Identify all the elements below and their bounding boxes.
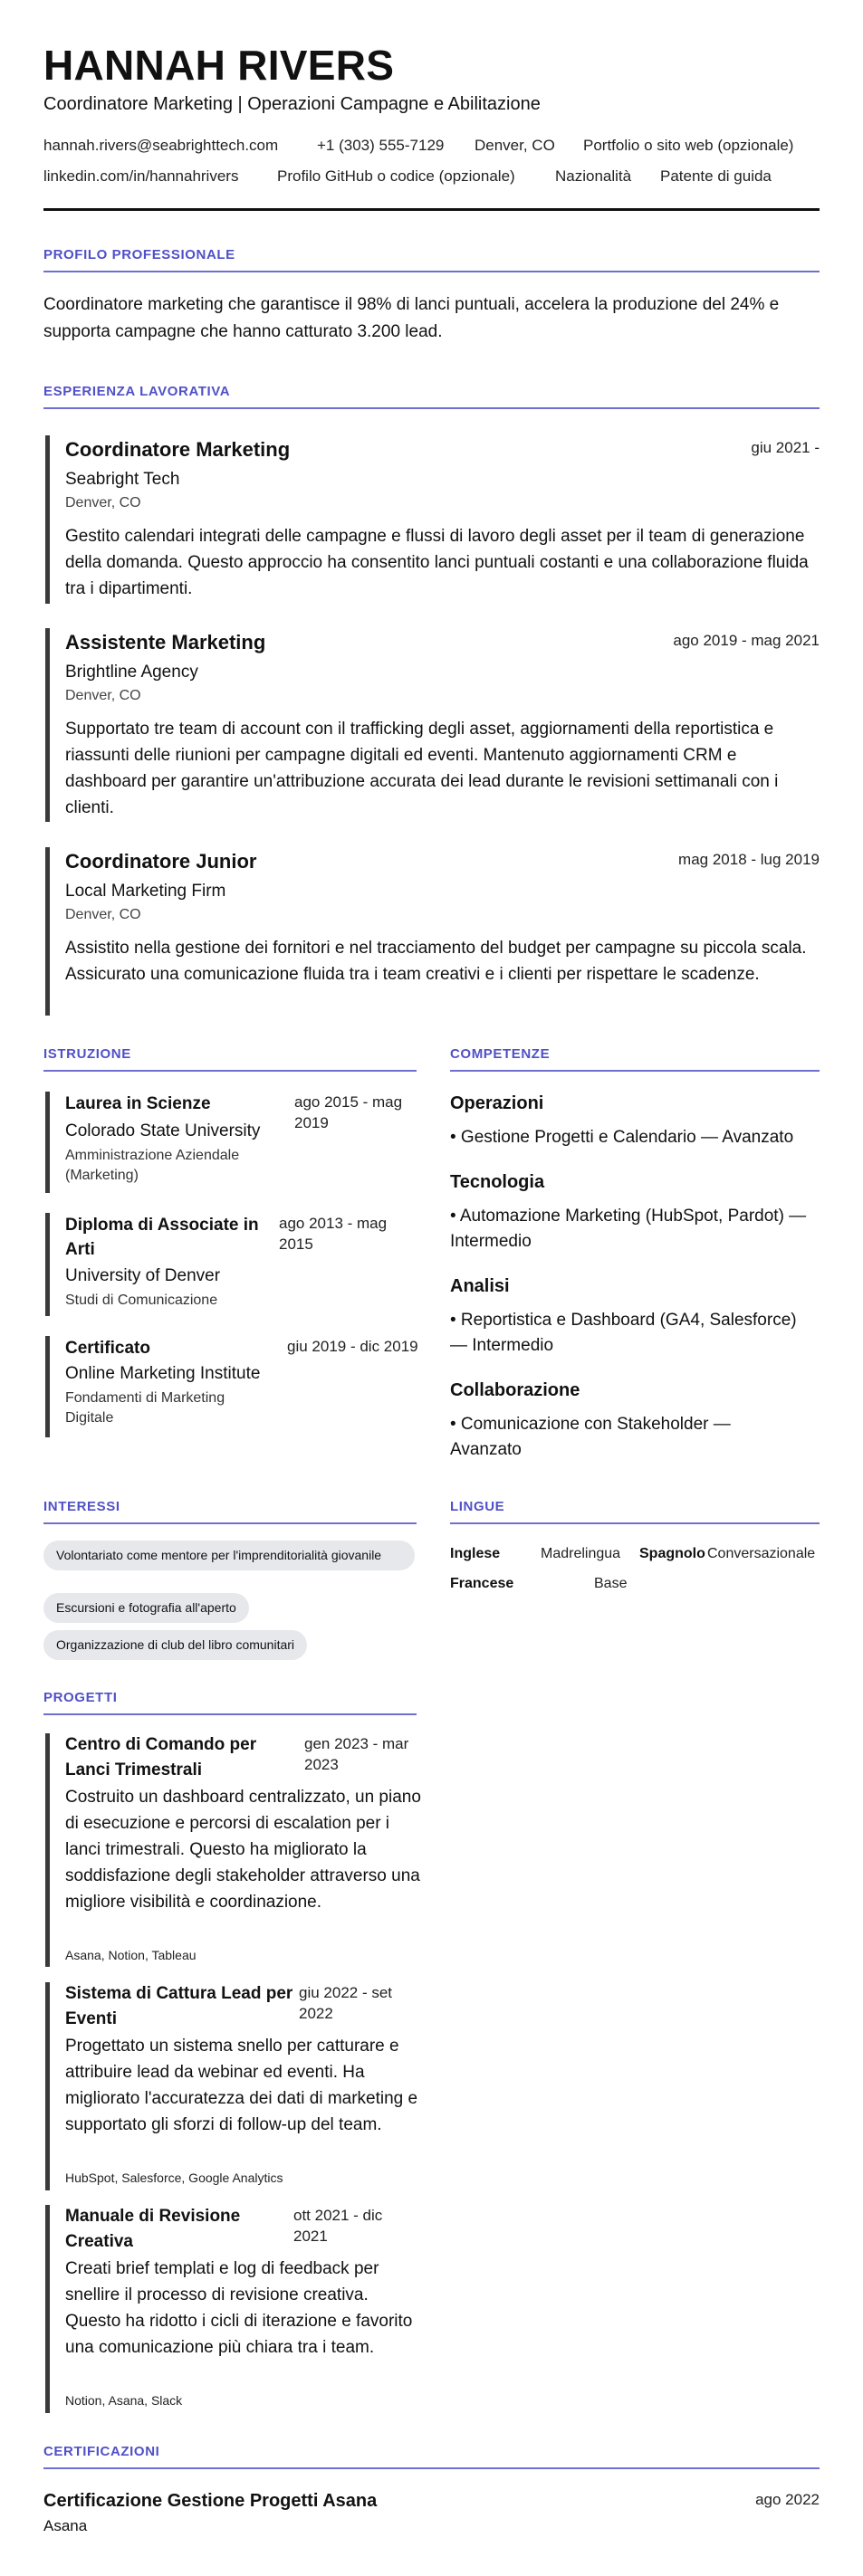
education-field: Fondamenti di Marketing Digitale	[65, 1390, 225, 1426]
entry-accent-bar	[45, 435, 50, 604]
project-title: Centro di Comando per Lanci Trimestrali	[65, 1735, 257, 1779]
contact-github[interactable]: Profilo GitHub o codice (opzionale)	[277, 167, 515, 185]
language-level: Madrelingua	[541, 1546, 621, 1561]
skill-item: • Comunicazione con Stakeholder — Avanzato	[450, 1415, 731, 1459]
language-level: Conversazionale	[707, 1546, 816, 1561]
education-date: ago 2015 - mag 2019	[294, 1093, 403, 1131]
job-title: Assistente Marketing	[65, 631, 266, 654]
candidate-headline: Coordinatore Marketing | Operazioni Campagne e Abilitazione	[43, 94, 541, 114]
job-description: Gestito calendari integrati delle campagne e flussi di lavoro degli asset per il team di generazione della domanda. Questo approccio ha consentito lanci puntuali costanti e una collaborazione fluida tra i dipartimenti.	[65, 527, 809, 598]
entry-accent-bar	[45, 1213, 50, 1316]
education-degree: Laurea in Scienze	[65, 1094, 211, 1113]
job-description: Supportato tre team di account con il trafficking degli asset, aggiornamenti della reportistica e riassunti delle riunioni per campagne digitali ed eventi. Mantenuto aggiornamenti CRM e dashboard per garantire un'attribuzione accurata dei lead durante le revisioni settimanali con i clienti.	[65, 720, 779, 817]
candidate-name: HANNAH RIVERS	[43, 42, 395, 89]
entry-accent-bar	[45, 1733, 50, 1967]
education-field: Studi di Comunicazione	[65, 1293, 218, 1308]
section-title-profile: PROFILO PROFESSIONALE	[43, 247, 235, 262]
section-title-languages: LINGUE	[450, 1499, 505, 1514]
job-title: Coordinatore Junior	[65, 850, 257, 873]
section-divider	[450, 1070, 820, 1072]
section-title-experience: ESPERIENZA LAVORATIVA	[43, 384, 231, 399]
contact-linkedin[interactable]: linkedin.com/in/hannahrivers	[43, 167, 239, 185]
section-title-skills: COMPETENZE	[450, 1046, 551, 1062]
job-title: Coordinatore Marketing	[65, 438, 291, 461]
interest-tag: Escursioni e fotografia all'aperto	[43, 1593, 249, 1623]
language-name: Francese	[450, 1576, 514, 1591]
contact-email[interactable]: hannah.rivers@seabrighttech.com	[43, 137, 279, 154]
job-location: Denver, CO	[65, 495, 141, 510]
skill-category: Tecnologia	[450, 1172, 545, 1192]
job-date: mag 2018 - lug 2019	[678, 851, 820, 868]
education-degree: Diploma di Associate in Arti	[65, 1216, 259, 1259]
skill-category: Analisi	[450, 1276, 510, 1296]
section-divider	[43, 1070, 417, 1072]
job-company: Brightline Agency	[65, 663, 198, 682]
education-field: Amministrazione Aziendale (Marketing)	[65, 1148, 240, 1183]
education-institution: Colorado State University	[65, 1121, 261, 1140]
project-title: Manuale di Revisione Creativa	[65, 2207, 241, 2251]
job-location: Denver, CO	[65, 688, 141, 703]
entry-accent-bar	[45, 628, 50, 822]
project-date: gen 2023 - mar 2023	[304, 1735, 409, 1773]
certification-issuer: Asana	[43, 2517, 88, 2534]
entry-accent-bar	[45, 1092, 50, 1193]
skill-category: Collaborazione	[450, 1380, 580, 1400]
interest-tag: Organizzazione di club del libro comunitari	[43, 1630, 307, 1660]
education-degree: Certificato	[65, 1339, 150, 1358]
section-title-projects: PROGETTI	[43, 1690, 118, 1705]
interest-tag: Volontariato come mentore per l'imprenditorialità giovanile	[43, 1541, 415, 1570]
skill-item: • Automazione Marketing (HubSpot, Pardot) — Intermedio	[450, 1207, 807, 1251]
profile-summary: Coordinatore marketing che garantisce il 98% di lanci puntuali, accelera la produzione del 24% e supporta campagne che hanno catturato 3.200 lead.	[43, 295, 780, 341]
section-divider	[450, 1522, 820, 1524]
section-divider	[43, 1522, 417, 1524]
education-date: giu 2019 - dic 2019	[287, 1338, 418, 1355]
section-divider	[43, 2467, 820, 2469]
education-institution: Online Marketing Institute	[65, 1364, 261, 1383]
entry-accent-bar	[45, 1336, 50, 1437]
entry-accent-bar	[45, 847, 50, 1016]
language-name: Spagnolo	[639, 1546, 705, 1561]
job-company: Local Marketing Firm	[65, 882, 226, 901]
header-divider	[43, 208, 820, 211]
project-tools: HubSpot, Salesforce, Google Analytics	[65, 2171, 283, 2185]
project-tools: Notion, Asana, Slack	[65, 2393, 183, 2408]
project-date: ott 2021 - dic 2021	[293, 2207, 383, 2245]
skill-item: • Reportistica e Dashboard (GA4, Salesforce) — Intermedio	[450, 1311, 797, 1355]
job-date: ago 2019 - mag 2021	[673, 632, 820, 649]
project-description: Costruito un dashboard centralizzato, un piano di esecuzione e percorsi di escalation per i lanci trimestrali. Questo ha migliorato la soddisfazione degli stakeholder attraverso una migliore visibilità e coordinazione.	[65, 1788, 421, 1912]
contact-nationality: Nazionalità	[555, 167, 632, 185]
education-date: ago 2013 - mag 2015	[279, 1215, 388, 1253]
entry-accent-bar	[45, 2205, 50, 2413]
skill-item: • Gestione Progetti e Calendario — Avanzato	[450, 1128, 794, 1147]
contact-website[interactable]: Portfolio o sito web (opzionale)	[583, 137, 794, 154]
language-name: Inglese	[450, 1546, 501, 1561]
section-divider	[43, 271, 820, 272]
project-description: Progettato un sistema snello per catturare e attribuire lead da webinar ed eventi. Ha migliorato l'accuratezza dei dati di marketing e supportato gli sforzi di follow-up del team.	[65, 2037, 418, 2134]
education-institution: University of Denver	[65, 1266, 221, 1285]
project-title: Sistema di Cattura Lead per Eventi	[65, 1984, 293, 2028]
project-description: Creati brief templati e log di feedback per snellire il processo di revisione creativa. Questo ha ridotto i cicli di iterazione e favorito una comunicazione più chiara tra i team.	[65, 2259, 413, 2357]
section-divider	[43, 1713, 417, 1715]
job-location: Denver, CO	[65, 907, 141, 922]
section-title-certifications: CERTIFICAZIONI	[43, 2444, 160, 2459]
job-date: giu 2021 -	[751, 439, 820, 456]
contact-phone[interactable]: +1 (303) 555-7129	[317, 137, 445, 154]
skill-category: Operazioni	[450, 1093, 544, 1113]
certification-date: ago 2022	[755, 2491, 820, 2508]
section-title-interests: INTERESSI	[43, 1499, 120, 1514]
certification-name: Certificazione Gestione Progetti Asana	[43, 2491, 378, 2511]
section-title-education: ISTRUZIONE	[43, 1046, 131, 1062]
project-date: giu 2022 - set 2022	[299, 1984, 393, 2022]
entry-accent-bar	[45, 1982, 50, 2190]
section-divider	[43, 407, 820, 409]
project-tools: Asana, Notion, Tableau	[65, 1948, 197, 1962]
job-description: Assistito nella gestione dei fornitori e nel tracciamento del budget per campagne su piccola scala. Assicurato una comunicazione fluida tra i team creativi e i clienti per rispettare le scadenze.	[65, 939, 807, 984]
language-level: Base	[594, 1576, 628, 1591]
contact-license: Patente di guida	[660, 167, 772, 185]
contact-location: Denver, CO	[475, 137, 555, 154]
job-company: Seabright Tech	[65, 470, 180, 489]
